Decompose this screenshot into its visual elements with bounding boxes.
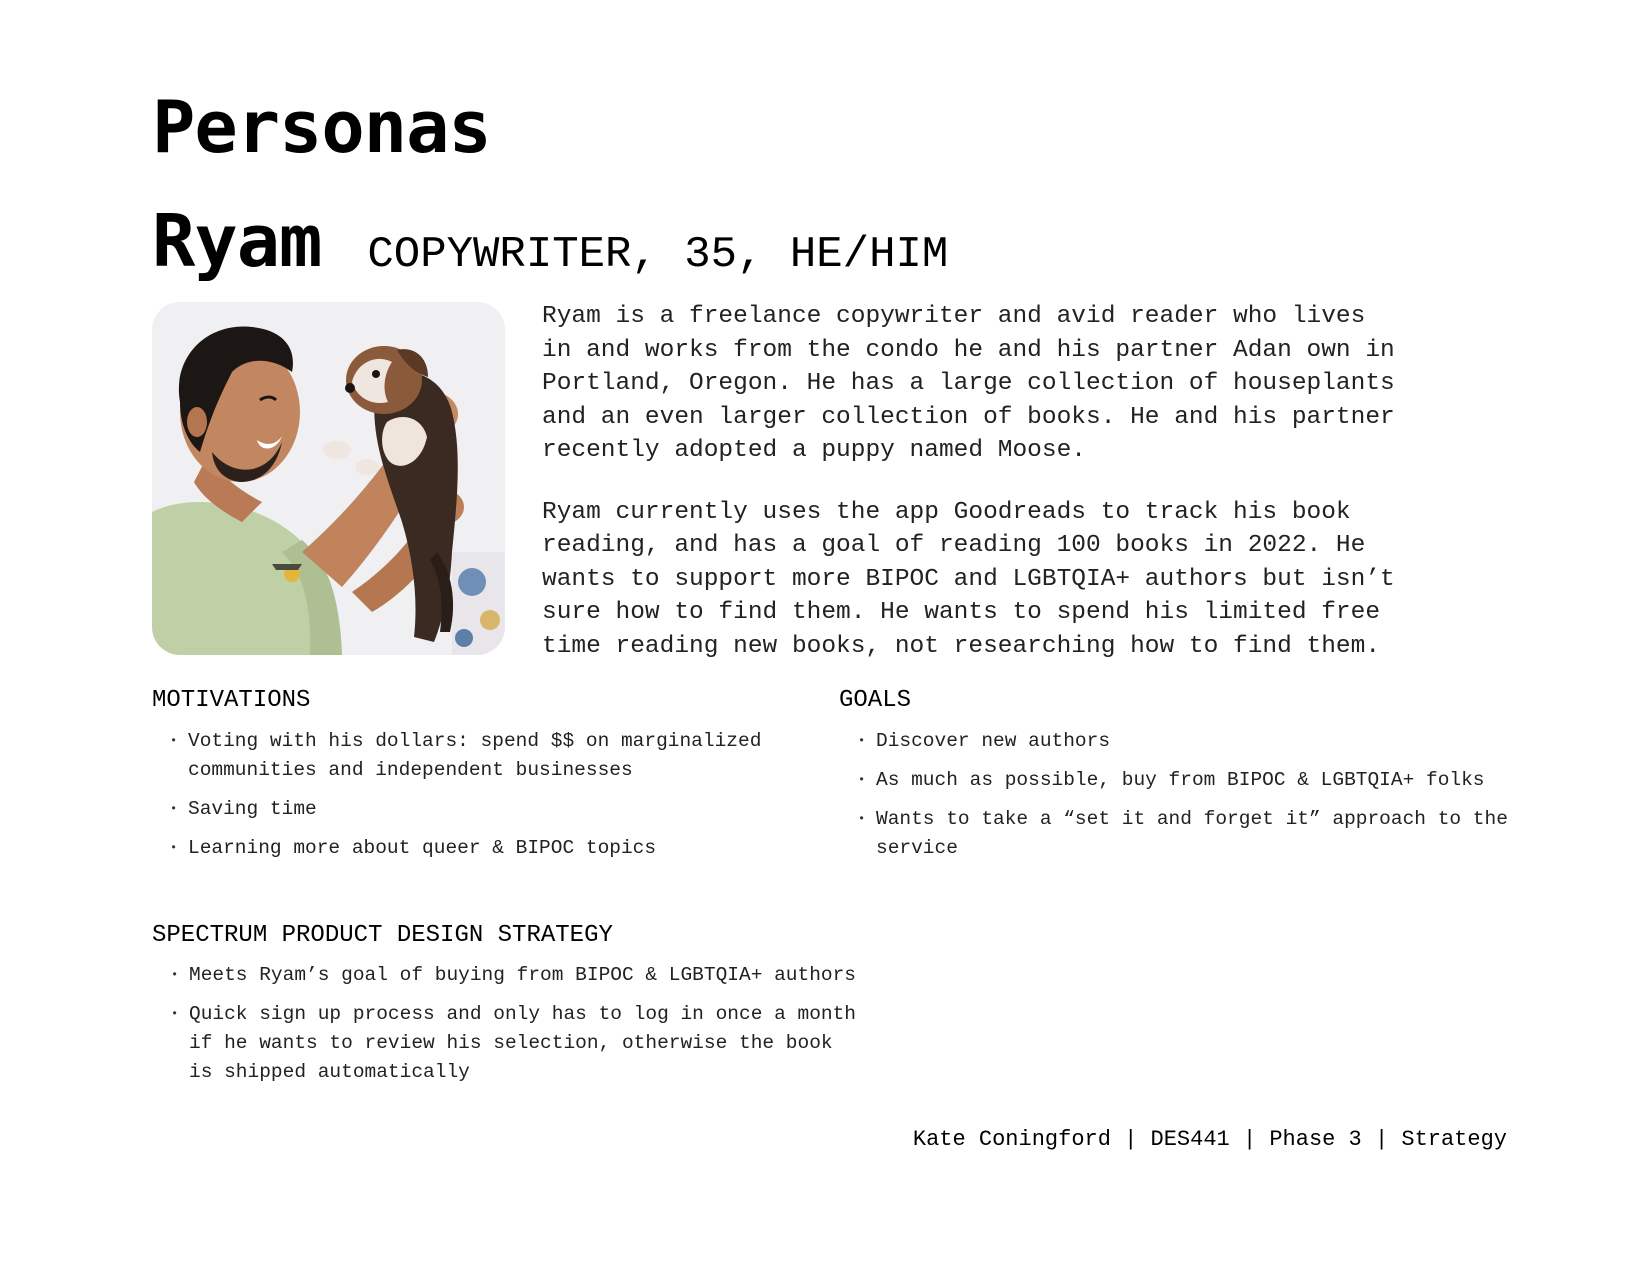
bullet-icon: •: [858, 734, 866, 748]
list-item: [858, 727, 1528, 756]
list-item: [858, 805, 1528, 863]
strategy-list: [171, 961, 861, 1097]
list-item-text: Meets Ryam’s goal of buying from BIPOC & LGBTQIA+ authors: [189, 964, 857, 986]
persona-header: [152, 196, 948, 286]
bullet-icon: •: [171, 1007, 179, 1021]
footer-credits: Kate Coningford | DES441 | Phase 3 | Strategy: [912, 1127, 1507, 1152]
list-item-text: Learning more about queer & BIPOC topics: [188, 837, 657, 859]
strategy-heading: SPECTRUM PRODUCT DESIGN STRATEGY: [152, 922, 613, 949]
list-item: [170, 834, 790, 863]
bullet-icon: •: [170, 802, 178, 816]
motivations-list: [170, 727, 790, 873]
list-item: [171, 961, 861, 990]
list-item: [170, 727, 790, 785]
persona-photo: [152, 302, 505, 655]
goals-list: [858, 727, 1528, 873]
bullet-icon: •: [170, 841, 178, 855]
list-item: [170, 795, 790, 824]
list-item-text: Quick sign up process and only has to log in once a month if he wants to review his selection, otherwise the book is shipped automatically: [189, 1003, 857, 1083]
bio-paragraph: Ryam is a freelance copywriter and avid reader who lives in and works from the condo he and his partner Adan own in Portland, Oregon. He has a large collection of houseplants and an even larger collection of books. He and his partner recently adopted a puppy named Moose.: [542, 303, 1395, 464]
bullet-icon: •: [170, 734, 178, 748]
list-item-text: As much as possible, buy from BIPOC & LGBTQIA+ folks: [876, 769, 1485, 791]
persona-bio: [542, 300, 1402, 663]
list-item: [858, 766, 1528, 795]
list-item-text: Discover new authors: [876, 730, 1111, 752]
motivations-heading: MOTIVATIONS: [152, 687, 311, 714]
persona-name: Ryam: [152, 199, 322, 283]
persona-subtitle: COPYWRITER, 35, HE/HIM: [367, 230, 949, 280]
bullet-icon: •: [171, 968, 179, 982]
bio-paragraph: Ryam currently uses the app Goodreads to track his book reading, and has a goal of reading 100 books in 2022. He wants to support more BIPOC and LGBTQIA+ authors but isn’t sure how to find them. He wants to spend his limited free time reading new books, not researching how to find them.: [542, 498, 1395, 660]
bullet-icon: •: [858, 812, 866, 826]
list-item-text: Saving time: [188, 798, 317, 820]
page-title: Personas: [152, 85, 491, 169]
bullet-icon: •: [858, 773, 866, 787]
list-item: [171, 1000, 861, 1087]
list-item-text: Voting with his dollars: spend $$ on marginalized communities and independent businesses: [188, 730, 762, 781]
goals-heading: GOALS: [839, 687, 912, 714]
list-item-text: Wants to take a “set it and forget it” approach to the service: [876, 808, 1508, 859]
